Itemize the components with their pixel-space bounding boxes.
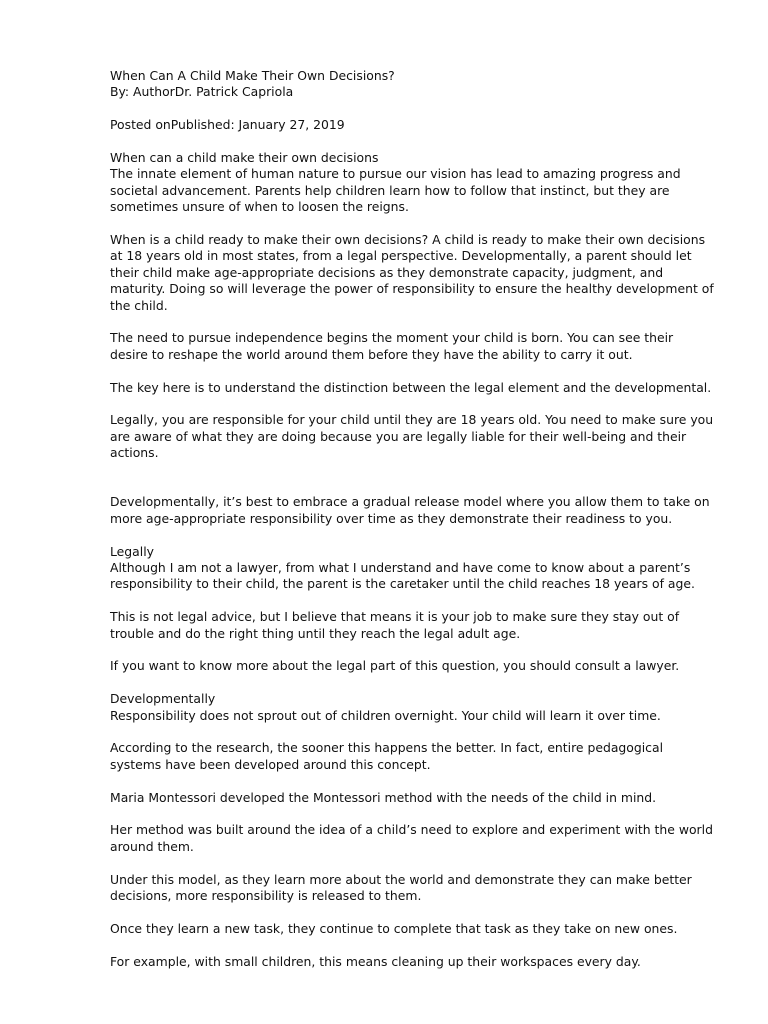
paragraph: Once they learn a new task, they continue to complete that task as they take on new ones. xyxy=(110,920,678,936)
section-heading-developmentally: Developmentally xyxy=(110,691,216,707)
paragraph: According to the research, the sooner this happens the better. In fact, entire pedagogical systems have been developed around this concept. xyxy=(110,740,664,772)
paragraph-intro: The innate element of human nature to pursue our vision has lead to amazing progress and societal advancement. Parents help children learn how to follow that instinct, but they are sometimes unsure of when to loosen the reigns. xyxy=(110,166,681,215)
paragraph: Developmentally, it’s best to embrace a gradual release model where you allow them to take on more age-appropriate responsibility over time as they demonstrate their readiness to you. xyxy=(110,494,710,526)
section-heading-legally: Legally xyxy=(110,543,154,559)
paragraph: This is not legal advice, but I believe that means it is your job to make sure they stay out of trouble and do the right thing until they reach the legal adult age. xyxy=(110,609,680,641)
paragraph: If you want to know more about the legal part of this question, you should consult a lawyer. xyxy=(110,658,680,674)
paragraph: The key here is to understand the distinction between the legal element and the developmental. xyxy=(110,379,712,395)
paragraph: Responsibility does not sprout out of children overnight. Your child will learn it over time. xyxy=(110,707,661,723)
paragraph: Legally, you are responsible for your child until they are 18 years old. You need to make sure you are aware of what they are doing because you are legally liable for their well-being and their actions. xyxy=(110,412,714,461)
paragraph: Maria Montessori developed the Montessori method with the needs of the child in mind. xyxy=(110,789,657,805)
paragraph: Under this model, as they learn more about the world and demonstrate they can make better decisions, more responsibility is released to them. xyxy=(110,871,692,904)
paragraph: When is a child ready to make their own decisions? A child is ready to make their own decisions at 18 years old in most states, from a legal perspective. Developmentally, a parent should let their child make age-appropriate decisions as they demonstrate capacity, judgment, and maturity. Doing so will leverage the power of responsibility to ensure the healthy development of the child. xyxy=(110,232,714,313)
document-body xyxy=(110,68,714,986)
paragraph: Although I am not a lawyer, from what I understand and have come to know about a parent’s responsibility to their child, the parent is the caretaker until the child reaches 18 years of age. xyxy=(110,560,695,592)
document-byline: By: AuthorDr. Patrick Capriola xyxy=(110,84,294,100)
document-posted-date: Posted onPublished: January 27, 2019 xyxy=(110,117,345,133)
document-title: When Can A Child Make Their Own Decisions? xyxy=(110,68,395,83)
paragraph: For example, with small children, this means cleaning up their workspaces every day. xyxy=(110,953,641,969)
paragraph: The need to pursue independence begins the moment your child is born. You can see their desire to reshape the world around them before they have the ability to carry it out. xyxy=(110,330,674,362)
section-heading-main: When can a child make their own decisions xyxy=(110,150,379,165)
paragraph: Her method was built around the idea of a child’s need to explore and experiment with the world around them. xyxy=(110,822,713,854)
